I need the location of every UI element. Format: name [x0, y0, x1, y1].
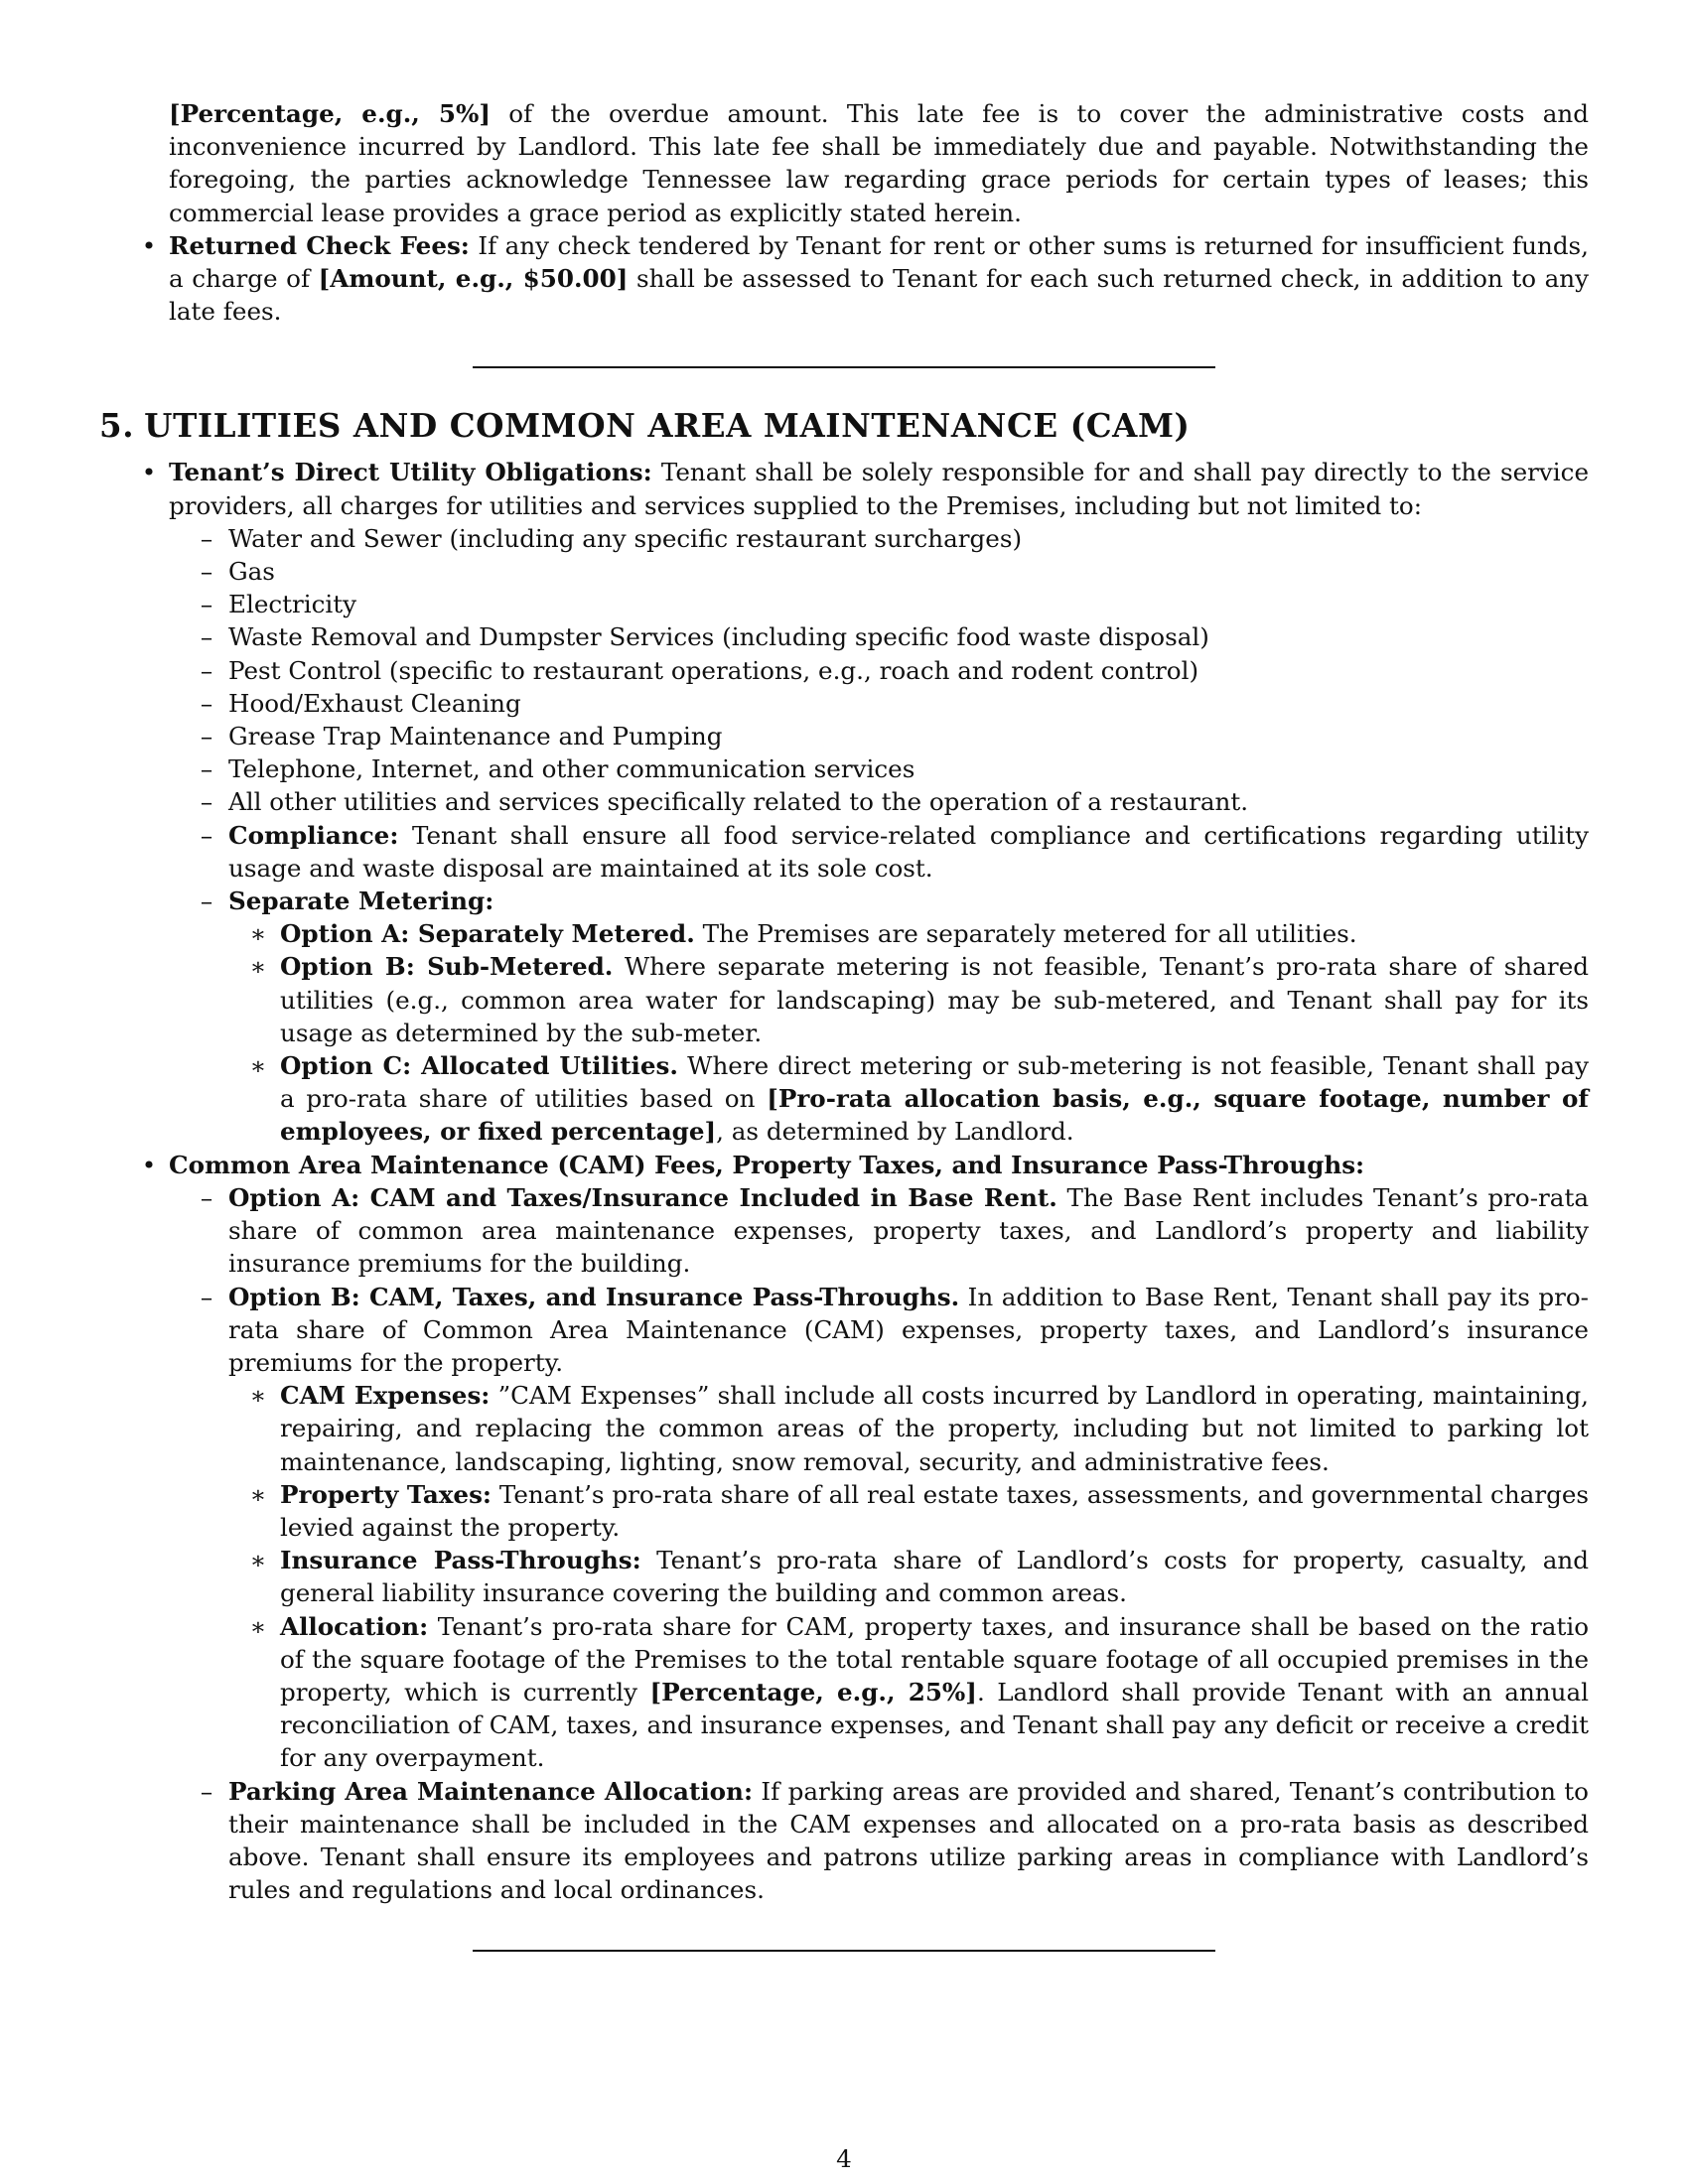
parking-item	[99, 1775, 1589, 1907]
section-divider	[473, 366, 1215, 368]
insurance-label: Insurance Pass-Throughs:	[280, 1546, 641, 1575]
allocation-label: Allocation:	[280, 1611, 429, 1641]
bullet-marker: •	[141, 1150, 157, 1179]
metering-option-b-text: Where separate metering is not feasible, Tenant’s pro-rata share of shared utilities (e.g., common area water for landscaping) may be sub-metered, and Tenant shall pay for its usage as determined by the sub-meter.	[280, 952, 1589, 1047]
star-marker: ∗	[249, 919, 267, 949]
cam-expenses-item	[99, 1379, 1589, 1478]
insurance-item	[99, 1544, 1589, 1609]
utility-list-item	[99, 687, 1589, 720]
utility-list-item	[99, 588, 1589, 620]
document-page	[99, 97, 1589, 1952]
metering-option-b-label: Option B: Sub-Metered.	[280, 952, 614, 982]
metering-option-c-text-after: , as determined by Landlord.	[716, 1117, 1074, 1147]
star-marker: ∗	[249, 1051, 267, 1081]
property-taxes-label: Property Taxes:	[280, 1479, 492, 1509]
returned-check-item	[99, 229, 1589, 329]
compliance-text: Tenant shall ensure all food service-related compliance and certifications regarding utility usage and waste disposal are maintained at its sole cost.	[228, 820, 1589, 883]
late-fee-text: of the overdue amount. This late fee is to cover the administrative costs and inconvenience incurred by Landlord. This late fee shall be immediately due and payable. Notwithstanding the foregoing, the parties acknowledge Tennessee law regarding grace periods for certain types of leases; this commercial lease provides a grace period as explicitly stated herein.	[169, 99, 1589, 227]
late-fee-paragraph	[99, 97, 1589, 229]
section-heading	[99, 406, 1589, 446]
cam-option-a-text: The Base Rent includes Tenant’s pro-rata share of common area maintenance expenses, property taxes, and Landlord’s property and liability insurance premiums for the building.	[228, 1182, 1589, 1279]
utility-item-text: Telephone, Internet, and other communication services	[228, 754, 915, 784]
dash-marker: –	[200, 590, 213, 619]
dash-marker: –	[200, 887, 213, 916]
returned-check-label: Returned Check Fees:	[169, 230, 470, 260]
parking-text: If parking areas are provided and shared, Tenant’s contribution to their maintenance shall be included in the CAM expenses and allocated on a pro-rata basis as described above. Tenant shall ensure its employees and patrons utilize parking areas in compliance with Landlord’s rules and regulations and local ordinances.	[228, 1776, 1589, 1905]
section-title: UTILITIES AND COMMON AREA MAINTENANCE (CAM)	[144, 406, 1191, 446]
metering-option-a-text: The Premises are separately metered for all utilities.	[694, 919, 1357, 949]
utility-item-text: Pest Control (specific to restaurant operations, e.g., roach and rodent control)	[228, 655, 1199, 685]
star-marker: ∗	[249, 1479, 267, 1509]
utility-list-item	[99, 522, 1589, 555]
cam-option-a	[99, 1181, 1589, 1281]
parking-label: Parking Area Maintenance Allocation:	[228, 1776, 754, 1806]
cam-label: Common Area Maintenance (CAM) Fees, Property Taxes, and Insurance Pass-Throughs:	[169, 1150, 1365, 1179]
utility-list-item	[99, 654, 1589, 687]
allocation-text-before: Tenant’s pro-rata share for CAM, property taxes, and insurance shall be based on the ratio of the square footage of the Premises to the total rentable square footage of all occupied premises in the property, which is currently	[280, 1611, 1589, 1706]
section-number: 5.	[99, 406, 135, 446]
metering-option-c	[99, 1049, 1589, 1149]
cam-item	[99, 1149, 1589, 1181]
utility-item-text: Electricity	[228, 590, 357, 619]
bullet-marker: •	[141, 230, 157, 260]
star-marker: ∗	[249, 1381, 267, 1411]
utilities-item	[99, 456, 1589, 521]
returned-check-text-after: shall be assessed to Tenant for each such returned check, in addition to any late fees.	[169, 264, 1589, 327]
utility-list-item	[99, 720, 1589, 752]
dash-marker: –	[200, 622, 213, 652]
metering-option-b	[99, 950, 1589, 1049]
compliance-label: Compliance:	[228, 820, 399, 850]
utility-item-text: Grease Trap Maintenance and Pumping	[228, 722, 723, 751]
dash-marker: –	[200, 820, 213, 850]
returned-check-text-before: If any check tendered by Tenant for rent or other sums is returned for insufficient funds, a charge of	[169, 230, 1590, 294]
allocation-item	[99, 1610, 1589, 1775]
utility-item-text: Water and Sewer (including any specific restaurant surcharges)	[228, 523, 1023, 553]
dash-marker: –	[200, 655, 213, 685]
insurance-text: Tenant’s pro-rata share of Landlord’s costs for property, casualty, and general liability insurance covering the building and common areas.	[280, 1546, 1589, 1608]
metering-option-c-text-before: Where direct metering or sub-metering is not feasible, Tenant shall pay a pro-rata share of utilities based on	[280, 1051, 1590, 1114]
utility-list-item	[99, 785, 1589, 818]
utility-list-item	[99, 752, 1589, 785]
metering-option-a	[99, 917, 1589, 950]
property-taxes-text: Tenant’s pro-rata share of all real estate taxes, assessments, and governmental charges levied against the property.	[280, 1479, 1589, 1542]
utilities-label: Tenant’s Direct Utility Obligations:	[169, 458, 652, 487]
dash-marker: –	[200, 1282, 213, 1311]
cam-option-b-text: In addition to Base Rent, Tenant shall pay its pro-rata share of Common Area Maintenance (CAM) expenses, property taxes, and Landlord’s insurance premiums for the property.	[228, 1282, 1589, 1377]
utilities-text: Tenant shall be solely responsible for and shall pay directly to the service providers, all charges for utilities and services supplied to the Premises, including but not limited to:	[169, 458, 1589, 520]
allocation-placeholder: [Percentage, e.g., 25%]	[649, 1677, 977, 1706]
dash-marker: –	[200, 1182, 213, 1212]
property-taxes-item	[99, 1478, 1589, 1544]
separate-metering-label: Separate Metering:	[228, 887, 494, 916]
metering-option-c-label: Option C: Allocated Utilities.	[280, 1051, 678, 1081]
cam-expenses-text: ”CAM Expenses” shall include all costs incurred by Landlord in operating, maintaining, repairing, and replacing the common areas of the property, including but not limited to parking lot maintenance, landscaping, lighting, snow removal, security, and administrative fees.	[280, 1381, 1590, 1476]
cam-option-a-label: Option A: CAM and Taxes/Insurance Included in Base Rent.	[228, 1182, 1057, 1212]
cam-option-b-label: Option B: CAM, Taxes, and Insurance Pass-Throughs.	[228, 1282, 960, 1311]
cam-option-b	[99, 1281, 1589, 1380]
utility-item-text: Waste Removal and Dumpster Services (including specific food waste disposal)	[228, 622, 1209, 652]
cam-expenses-label: CAM Expenses:	[280, 1381, 491, 1411]
utility-item-text: Hood/Exhaust Cleaning	[228, 688, 521, 718]
compliance-item	[99, 819, 1589, 885]
star-marker: ∗	[249, 1546, 267, 1575]
utility-list-item	[99, 555, 1589, 588]
dash-marker: –	[200, 754, 213, 784]
star-marker: ∗	[249, 1611, 267, 1641]
dash-marker: –	[200, 1776, 213, 1806]
late-fee-placeholder: [Percentage, e.g., 5%]	[169, 99, 491, 128]
bullet-marker: •	[141, 458, 157, 487]
utility-item-text: All other utilities and services specifically related to the operation of a restaurant.	[228, 787, 1249, 817]
dash-marker: –	[200, 722, 213, 751]
allocation-text-after: . Landlord shall provide Tenant with an annual reconciliation of CAM, taxes, and insurance expenses, and Tenant shall pay any deficit or receive a credit for any overpayment.	[280, 1677, 1590, 1773]
returned-check-placeholder: [Amount, e.g., $50.00]	[318, 264, 629, 294]
page-number: 4	[836, 2144, 852, 2173]
star-marker: ∗	[249, 952, 267, 982]
separate-metering-item	[99, 885, 1589, 917]
metering-option-c-placeholder: [Pro-rata allocation basis, e.g., square footage, number of employees, or fixed percentage]	[280, 1084, 1589, 1147]
utility-list-item	[99, 620, 1589, 653]
metering-option-a-label: Option A: Separately Metered.	[280, 919, 695, 949]
dash-marker: –	[200, 523, 213, 553]
section-divider	[473, 1950, 1215, 1952]
dash-marker: –	[200, 787, 213, 817]
utility-item-text: Gas	[228, 557, 275, 587]
dash-marker: –	[200, 688, 213, 718]
dash-marker: –	[200, 557, 213, 587]
